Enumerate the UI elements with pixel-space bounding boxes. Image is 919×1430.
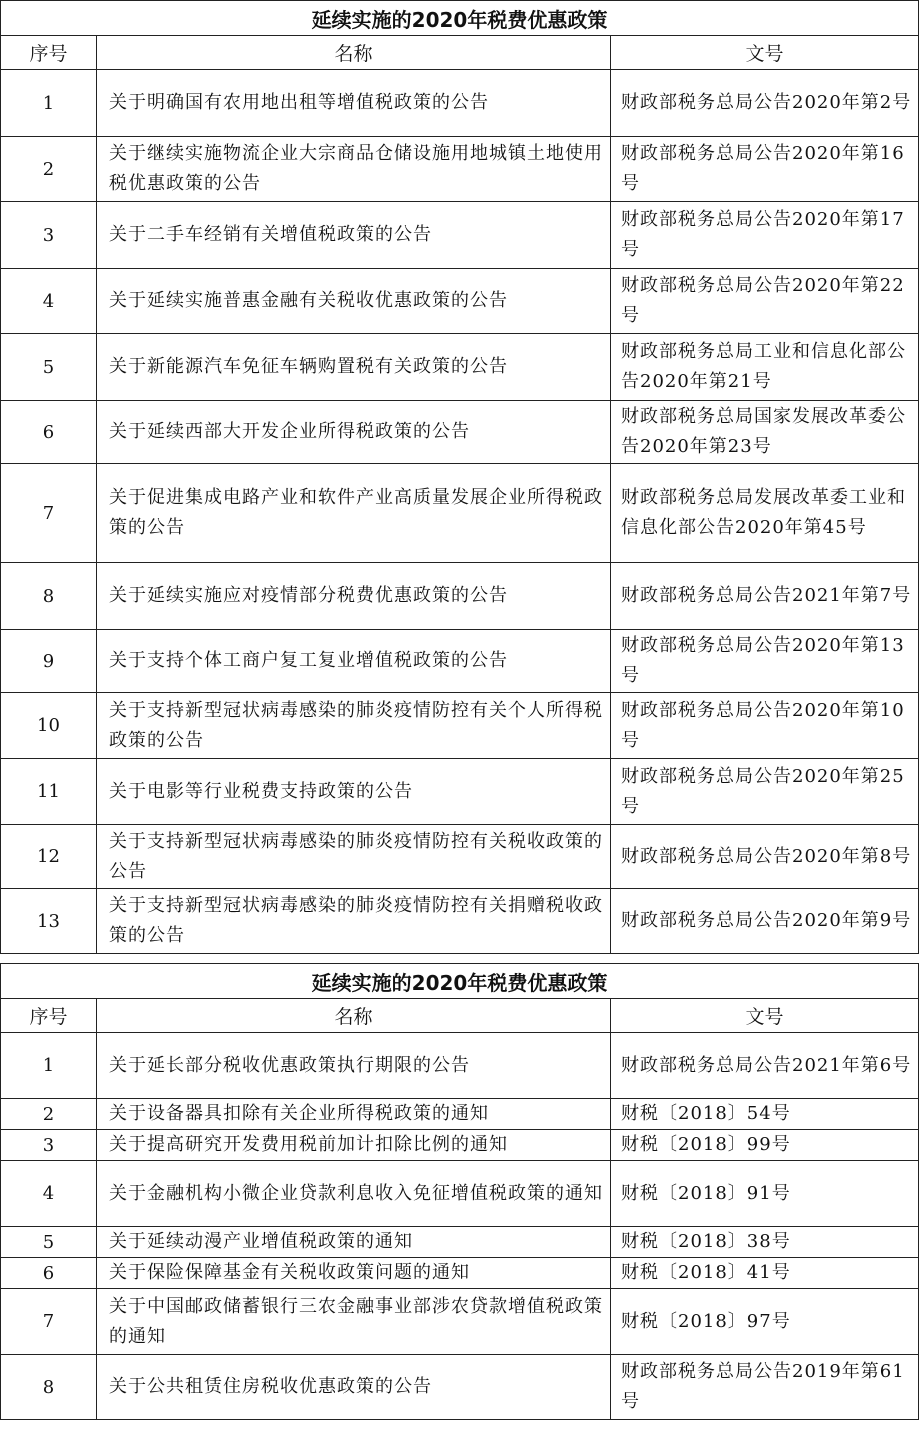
- document-number: 财政部税务总局工业和信息化部公告2020年第21号: [611, 334, 919, 401]
- header-doc: 文号: [611, 36, 919, 70]
- document-number: 财政部税务总局公告2021年第6号: [611, 1033, 919, 1099]
- table-row: [1, 1227, 919, 1258]
- document-number: 财政部税务总局公告2020年第22号: [611, 269, 919, 334]
- policy-name: 关于中国邮政储蓄银行三农金融事业部涉农贷款增值税政策的通知: [97, 1289, 611, 1355]
- document-number: 财政部税务总局公告2020年第10号: [611, 693, 919, 759]
- policy-name: 关于支持新型冠状病毒感染的肺炎疫情防控有关捐赠税收政策的公告: [97, 889, 611, 954]
- policy-name: 关于促进集成电路产业和软件产业高质量发展企业所得税政策的公告: [97, 464, 611, 563]
- policy-name: 关于支持个体工商户复工复业增值税政策的公告: [97, 630, 611, 693]
- policy-name: 关于延续实施应对疫情部分税费优惠政策的公告: [97, 563, 611, 630]
- policy-name: 关于延续实施普惠金融有关税收优惠政策的公告: [97, 269, 611, 334]
- document-number: 财政部税务总局公告2019年第61号: [611, 1355, 919, 1420]
- table-row: [1, 1099, 919, 1130]
- policy-name: 关于新能源汽车免征车辆购置税有关政策的公告: [97, 334, 611, 401]
- row-number: 8: [1, 1355, 97, 1420]
- policy-name: 关于延续西部大开发企业所得税政策的公告: [97, 401, 611, 464]
- table-row: [1, 1130, 919, 1161]
- header-seq: 序号: [1, 999, 97, 1033]
- row-number: 5: [1, 1227, 97, 1258]
- row-number: 2: [1, 1099, 97, 1130]
- row-number: 8: [1, 563, 97, 630]
- table-row: [1, 269, 919, 334]
- table-row: [1, 1161, 919, 1227]
- table-row: [1, 202, 919, 269]
- table-row: [1, 334, 919, 401]
- table-row: [1, 1258, 919, 1289]
- row-number: 7: [1, 1289, 97, 1355]
- policy-name: 关于金融机构小微企业贷款利息收入免征增值税政策的通知: [97, 1161, 611, 1227]
- table-row: [1, 70, 919, 137]
- document-number: 财税〔2018〕99号: [611, 1130, 919, 1161]
- header-seq: 序号: [1, 36, 97, 70]
- header-row: [1, 999, 919, 1033]
- table-title: 延续实施的2020年税费优惠政策: [1, 964, 919, 999]
- policy-name: 关于支持新型冠状病毒感染的肺炎疫情防控有关税收政策的公告: [97, 825, 611, 889]
- header-name: 名称: [97, 999, 611, 1033]
- row-number: 7: [1, 464, 97, 563]
- row-number: 10: [1, 693, 97, 759]
- table-row: [1, 693, 919, 759]
- table-row: [1, 1355, 919, 1420]
- row-number: 6: [1, 401, 97, 464]
- row-number: 3: [1, 1130, 97, 1161]
- policy-name: 关于设备器具扣除有关企业所得税政策的通知: [97, 1099, 611, 1130]
- table-row: [1, 1033, 919, 1099]
- header-row: [1, 36, 919, 70]
- document-number: 财税〔2018〕38号: [611, 1227, 919, 1258]
- table-row: [1, 889, 919, 954]
- document-number: 财政部税务总局公告2021年第7号: [611, 563, 919, 630]
- document-number: 财政部税务总局公告2020年第13号: [611, 630, 919, 693]
- policy-table-continued: [0, 963, 919, 1420]
- document-number: 财税〔2018〕41号: [611, 1258, 919, 1289]
- table-row: [1, 630, 919, 693]
- table-row: [1, 401, 919, 464]
- policy-name: 关于保险保障基金有关税收政策问题的通知: [97, 1258, 611, 1289]
- row-number: 5: [1, 334, 97, 401]
- policy-name: 关于延续动漫产业增值税政策的通知: [97, 1227, 611, 1258]
- table-row: [1, 563, 919, 630]
- row-number: 4: [1, 1161, 97, 1227]
- row-number: 1: [1, 70, 97, 137]
- document-number: 财税〔2018〕91号: [611, 1161, 919, 1227]
- table-title: 延续实施的2020年税费优惠政策: [1, 1, 919, 36]
- row-number: 2: [1, 137, 97, 202]
- document-number: 财政部税务总局公告2020年第17号: [611, 202, 919, 269]
- header-name: 名称: [97, 36, 611, 70]
- document-number: 财政部税务总局公告2020年第8号: [611, 825, 919, 889]
- row-number: 11: [1, 759, 97, 825]
- table-row: [1, 464, 919, 563]
- policy-name: 关于延长部分税收优惠政策执行期限的公告: [97, 1033, 611, 1099]
- document-number: 财政部税务总局公告2020年第25号: [611, 759, 919, 825]
- document-number: 财政部税务总局发展改革委工业和信息化部公告2020年第45号: [611, 464, 919, 563]
- table-row: [1, 1289, 919, 1355]
- document-number: 财税〔2018〕97号: [611, 1289, 919, 1355]
- table-row: [1, 759, 919, 825]
- policy-name: 关于电影等行业税费支持政策的公告: [97, 759, 611, 825]
- policy-name: 关于公共租赁住房税收优惠政策的公告: [97, 1355, 611, 1420]
- row-number: 1: [1, 1033, 97, 1099]
- policy-name: 关于二手车经销有关增值税政策的公告: [97, 202, 611, 269]
- policy-name: 关于提高研究开发费用税前加计扣除比例的通知: [97, 1130, 611, 1161]
- row-number: 9: [1, 630, 97, 693]
- row-number: 3: [1, 202, 97, 269]
- table-row: [1, 137, 919, 202]
- document-number: 财政部税务总局国家发展改革委公告2020年第23号: [611, 401, 919, 464]
- policy-name: 关于继续实施物流企业大宗商品仓储设施用地城镇土地使用税优惠政策的公告: [97, 137, 611, 202]
- row-number: 4: [1, 269, 97, 334]
- policy-name: 关于支持新型冠状病毒感染的肺炎疫情防控有关个人所得税政策的公告: [97, 693, 611, 759]
- document-number: 财政部税务总局公告2020年第16号: [611, 137, 919, 202]
- header-doc: 文号: [611, 999, 919, 1033]
- table-row: [1, 825, 919, 889]
- policy-name: 关于明确国有农用地出租等增值税政策的公告: [97, 70, 611, 137]
- document-number: 财政部税务总局公告2020年第9号: [611, 889, 919, 954]
- row-number: 12: [1, 825, 97, 889]
- row-number: 6: [1, 1258, 97, 1289]
- document-number: 财税〔2018〕54号: [611, 1099, 919, 1130]
- row-number: 13: [1, 889, 97, 954]
- document-number: 财政部税务总局公告2020年第2号: [611, 70, 919, 137]
